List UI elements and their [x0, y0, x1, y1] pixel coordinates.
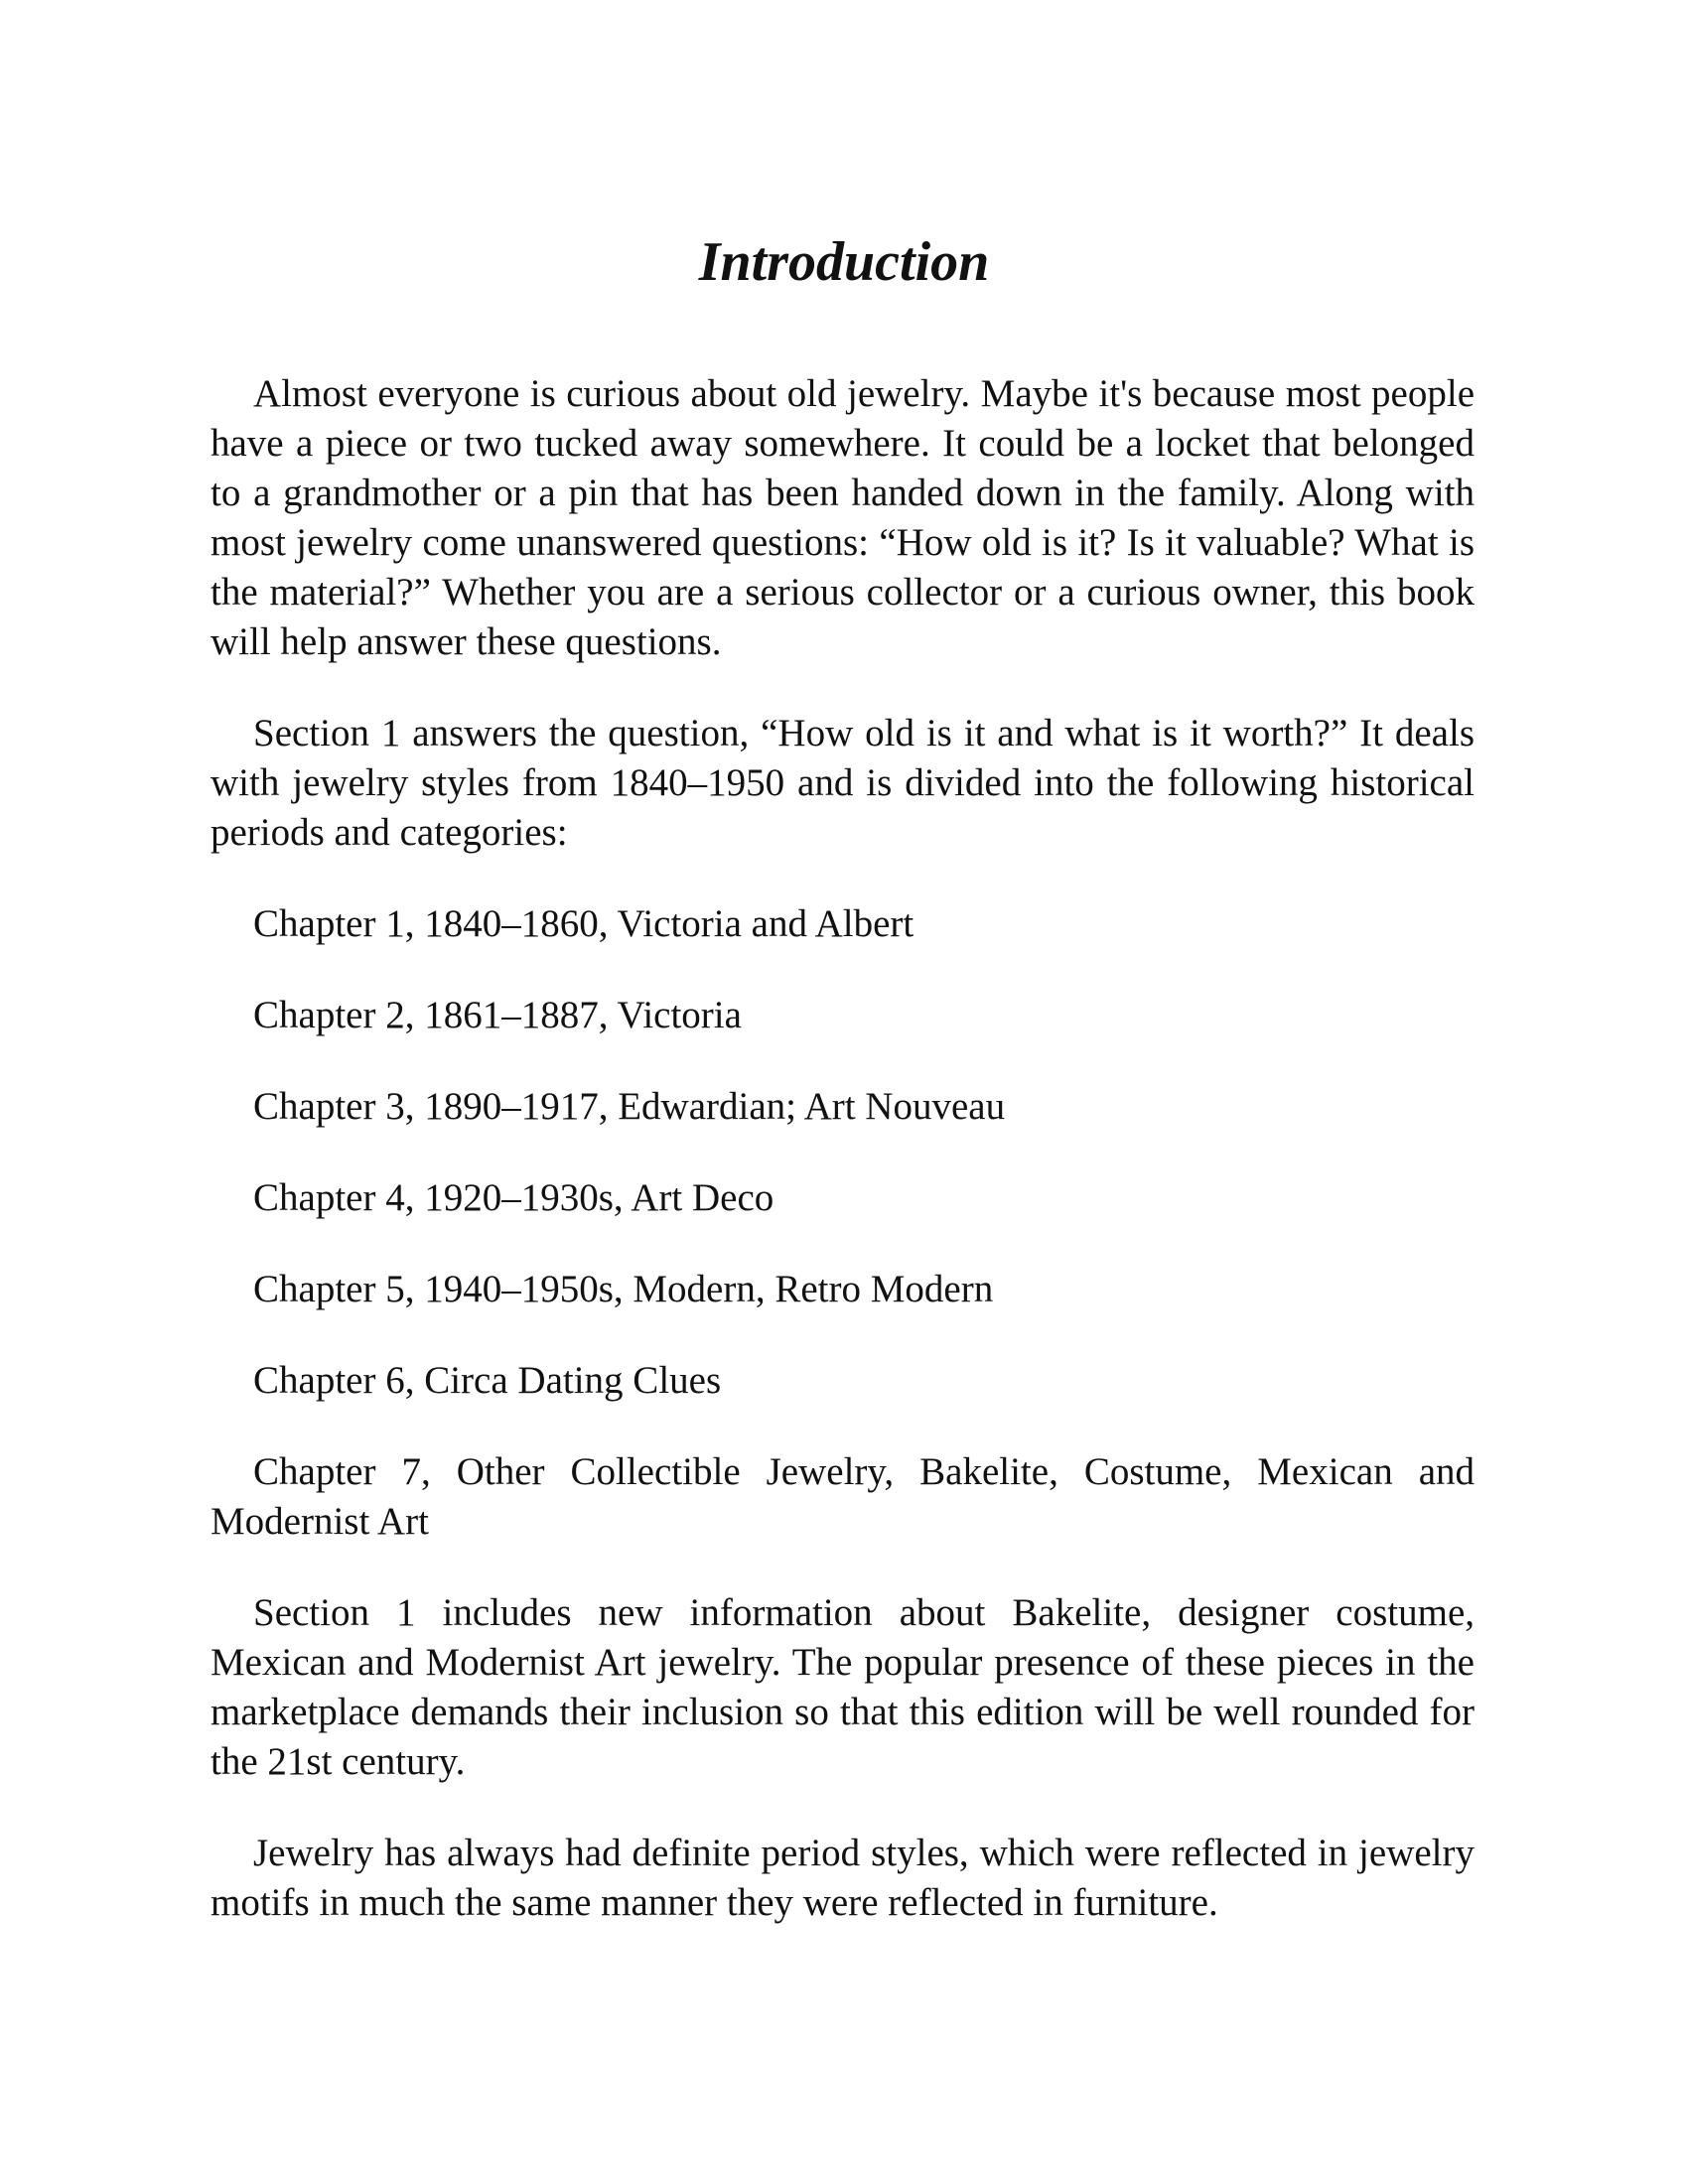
chapter-list-item-3: Chapter 3, 1890–1917, Edwardian; Art Nouveau: [253, 1085, 1006, 1128]
page-title: Introduction: [698, 231, 990, 293]
chapter-list-item-4: Chapter 4, 1920–1930s, Art Deco: [253, 1176, 774, 1219]
chapter-list-item-2: Chapter 2, 1861–1887, Victoria: [253, 994, 742, 1036]
paragraph-period-styles: Jewelry has always had definite period styles, which were reflected in jewelry motifs in much the same manner they were reflected in furniture.: [211, 1832, 1475, 1924]
chapter-list-item-7: Chapter 7, Other Collectible Jewelry, Bakelite, Costume, Mexican and Modernist Art: [211, 1450, 1475, 1543]
chapter-list-item-1: Chapter 1, 1840–1860, Victoria and Albert: [253, 902, 914, 945]
chapter-list-item-6: Chapter 6, Circa Dating Clues: [253, 1359, 722, 1402]
chapter-list-item-5: Chapter 5, 1940–1950s, Modern, Retro Modern: [253, 1268, 994, 1310]
paragraph-section-1: Section 1 answers the question, “How old is it and what is it worth?” It deals with jewelry styles from 1840–1950 and is divided into the following historical periods and categories:: [211, 712, 1475, 854]
paragraph-intro: Almost everyone is curious about old jewelry. Maybe it's because most people have a piece or two tucked away somewhere. It could be a locket that belonged to a grandmother or a pin that has been handed down in the family. Along with most jewelry come unanswered questions: “How old is it? Is it valuable? What is the material?” Whether you are a serious collector or a curious owner, this book will help answer these questions.: [211, 372, 1475, 663]
paragraph-new-information: Section 1 includes new information about Bakelite, designer costume, Mexican and Modernist Art jewelry. The popular presence of these pieces in the marketplace demands their inclusion so that this edition will be well rounded for the 21st century.: [211, 1591, 1475, 1783]
body-text: [211, 369, 1475, 1970]
